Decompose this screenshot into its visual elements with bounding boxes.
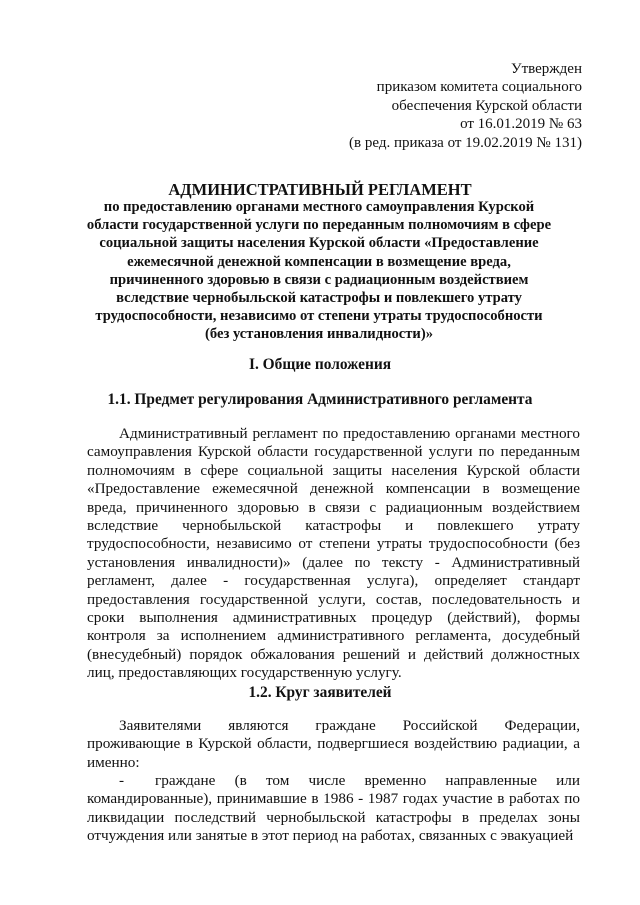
document-subtitle: по предоставлению органами местного самоуправления Курской области государственной услуги по переданным полномочиям в сфере социальной защиты населения Курской области «Предоставление ежемесячной денежной компенсации в возмещение вреда, причиненного здоровью в связи с радиационным воздействием вследствие чернобыльской катастрофы и повлекшего утрату трудоспособности, независимо от степени утраты трудоспособности (без установления инвалидности)» [86, 199, 552, 343]
list-item-text: граждане (в том числе временно направленные или командированные), принимавшие в 1986 - 1987 годах участие в работах по ликвидации последствий чернобыльской катастрофы в пределах зоны отчуждения или занятые в этот период на работах, связанных с эвакуацией [87, 772, 580, 845]
subsection-1-1-text: Административный регламент по предоставлению органами местного самоуправления Курской области государственной услуги по переданным полномочиям в сфере социальной защиты населения Курской области «Предоставление ежемесячной денежной компенсации в возмещение вреда, причиненного здоровью в связи с радиационным воздействием вследствие чернобыльской катастрофы и повлекшего утрату трудоспособности, независимо от степени утраты трудоспособности (без установления инвалидности)» (далее по тексту - Административный регламент, далее - государственная услуга), определяет стандарт предоставления государственной услуги, состав, последовательность и сроки выполнения административных процедур (действий), формы контроля за исполнением административного регламента, досудебный (внесудебный) порядок обжалования решений и действий должностных лиц, предоставляющих государственную услугу. [87, 425, 580, 682]
list-item [87, 772, 580, 846]
list-item-dash: - [119, 772, 125, 789]
approval-line-3: обеспечения Курской области [391, 97, 582, 114]
subsection-1-2-heading: 1.2. Круг заявителей [248, 684, 392, 701]
approval-line-4: от 16.01.2019 № 63 [460, 116, 582, 133]
document-title: АДМИНИСТРАТИВНЫЙ РЕГЛАМЕНТ [168, 180, 472, 199]
subsection-1-2-text: Заявителями являются граждане Российской Федерации, проживающие в Курской области, подвергшиеся воздействию радиации, а именно: [87, 717, 580, 771]
approval-line-1: Утвержден [510, 61, 582, 77]
section-1-heading: I. Общие положения [248, 356, 392, 373]
subsection-1-1-heading: 1.1. Предмет регулирования Административного регламента [107, 391, 533, 408]
approval-line-2: приказом комитета социального [376, 79, 582, 96]
approval-line-5: (в ред. приказа от 19.02.2019 № 131) [349, 134, 582, 151]
subsection-1-1-paragraph [87, 425, 580, 683]
approval-stamp [282, 60, 582, 152]
subsection-1-2-paragraph [87, 717, 580, 772]
